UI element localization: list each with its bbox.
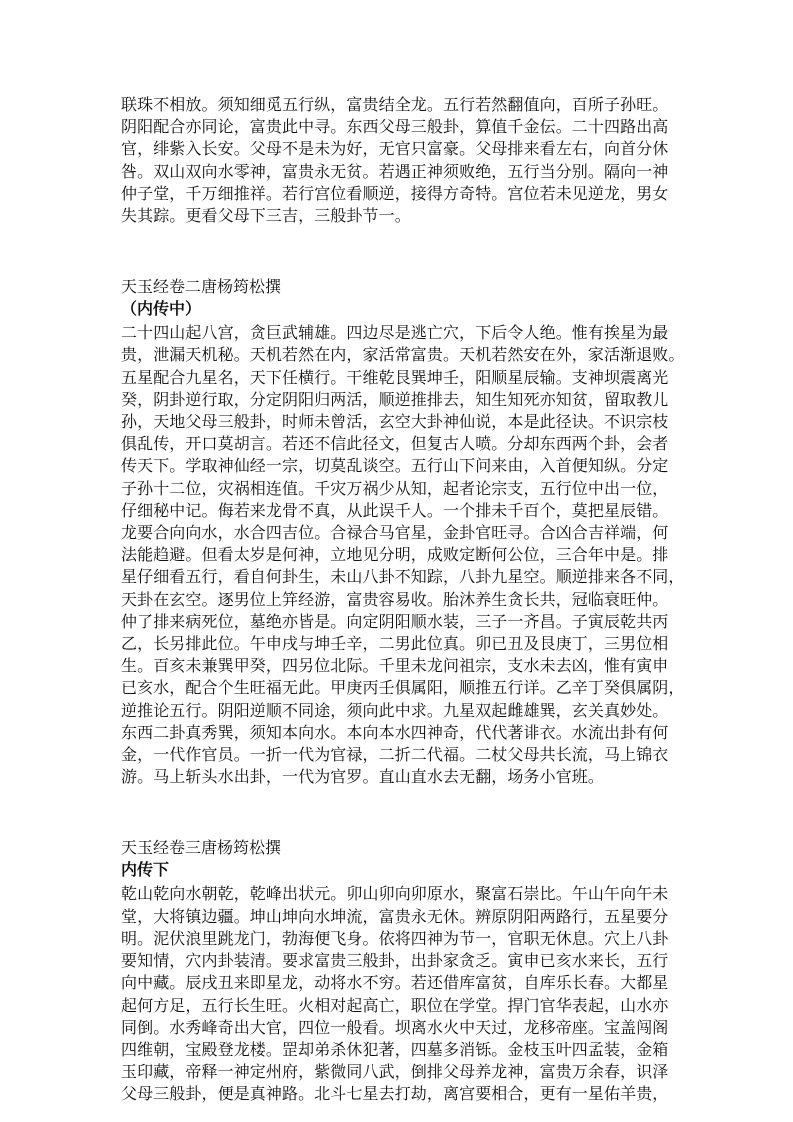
text-line: 天卦在玄空。逐男位上笄经游，富贵容易收。胎沐养生贪长共，冠临衰旺仲。	[121, 589, 669, 609]
text-line: 五星配合九星名，天下任横行。干维乾艮巽坤壬，阳顺星辰输。支神坝震离光	[121, 367, 669, 387]
text-line: 同倒。水秀峰奇出大官，四位一般看。坝离水火中天过，龙移帝座。宝盖闯阁	[121, 1017, 669, 1037]
text-line: 失其踪。更看父母下三吉，三般卦节一。	[121, 206, 411, 226]
text-line: 明。泥伏浪里跳龙门，勃海便飞身。依将四神为节一，官职无休息。穴上八卦	[121, 928, 669, 948]
text-line: 四维朝，宝殿登龙楼。罡却弟杀休犯著，四墓多消铄。金枝玉叶四孟装，金箱	[121, 1039, 669, 1059]
section-title: 天玉经卷三唐杨筠松撰	[121, 838, 282, 858]
text-line: 乙，长另排此位。午申戌与坤壬辛，二男此位真。卯已丑及艮庚丁，三男位相	[121, 634, 669, 654]
section-body	[121, 883, 681, 1105]
text-line: 孙，天地父母三般卦，时师未曾活，玄空大卦神仙说，本是此径诀。不识宗枝	[121, 412, 669, 432]
text-line: 癸，阴卦逆行取，分定阴阳归两活，顺逆推排去，知生知死亦知贫，留取教儿	[121, 389, 669, 409]
text-line: 要知情，穴内卦装清。要求富贵三般卦，出卦家贪乏。寅申已亥水来长，五行	[121, 951, 669, 971]
text-line: 向中藏。辰戌丑来即星龙，动将水不穷。若还借库富贫，自库乐长春。大都星	[121, 973, 669, 993]
text-line: 已亥水，配合个生旺福无此。甲庚丙壬俱属阳，顺推五行详。乙辛丁癸俱属阴，	[121, 678, 685, 698]
text-line: 金，一代作官员。一折一代为官禄，二折二代福。二杖父母共长流，马上锦衣	[121, 745, 669, 765]
text-line: 仲了排来病死位，墓绝亦皆是。向定阴阳顺水装，三子一齐昌。子寅辰乾共丙	[121, 611, 669, 631]
text-line: 俱乱传，开口莫胡言。若还不信此径文，但复古人喷。分却东西两个卦，会者	[121, 434, 669, 454]
text-line: 贵，泄漏天机秘。天机若然在内，家活常富贵。天机若然安在外，家活渐退败。	[121, 345, 685, 365]
text-line: 起何方足，五行长生旺。火相对起高亡，职位在学堂。捍门官华表起，山水亦	[121, 995, 669, 1015]
text-line: 东西二卦真秀巽，须知本向水。本向本水四神奇，代代著诽衣。水流出卦有何	[121, 722, 669, 742]
text-line: 玉印藏，帝释一神定州府，紫微同八武，倒排父母养龙神，富贵万余春，识泽	[121, 1062, 669, 1082]
text-line: 二十四山起八宫，贪巨武辅雄。四边尽是逃亡穴，下后令人绝。惟有挨星为最	[121, 323, 669, 343]
text-line: 子孙十二位，灾祸相连值。千灾万祸少从知，起者论宗支，五行位中出一位，	[121, 478, 669, 498]
text-line: 游。马上斩头水出卦，一代为官罗。直山直水去无翻，场务小官班。	[121, 767, 605, 787]
document-page	[121, 94, 685, 1106]
text-line: 法能趋避。但看太岁是何神，立地见分明，成败定断何公位，三合年中是。排	[121, 545, 669, 565]
section-body	[121, 322, 685, 788]
text-line: 联珠不相放。须知细觅五行纵，富贵结全龙。五行若然翻值向，百所子孙旺。	[121, 95, 669, 114]
text-line: 传天下。学取神仙经一宗，切莫乱谈空。五行山下问来由，入首便知纵。分定	[121, 456, 669, 476]
text-line: 阴阳配合亦同论，富贵此中寻。东西父母三般卦，算值千金伝。二十四路出高	[121, 117, 669, 137]
text-line: 龙要合向向水，水合四吉位。合禄合马官星，金卦官旺寻。合凶合吉祥端，何	[121, 523, 669, 543]
text-line: 星仔细看五行，看自何卦生，未山八卦不知踪，八卦九星空。顺逆排来各不同，	[121, 567, 685, 587]
section-subtitle: 内传下	[121, 860, 170, 880]
text-line: 父母三般卦，便是真神路。北斗七星去打劫，离宫要相合，更有一星佑羊贵，	[121, 1084, 669, 1104]
text-line: 官，绯紫入长安。父母不是未为好，无官只富豪。父母排来看左右，向首分休	[121, 139, 669, 159]
text-line: 仲子堂，千万细推祥。若行宫位看顺逆，接得方奇特。宫位若未见逆龙，男女	[121, 183, 669, 203]
text-line: 乾山乾向水朝乾，乾峰出状元。卯山卯向卯原水，聚富石崇比。午山午向午未	[121, 884, 669, 904]
section-juan-3	[121, 837, 681, 1105]
text-line: 逆推论五行。阴阳逆顺不同途，须向此中求。九星双起雌雄巽，玄关真妙处。	[121, 700, 669, 720]
text-line: 堂，大将镇边疆。坤山坤向水坤流，富贵永无休。辨原阴阳两路行，五星要分	[121, 906, 669, 926]
section-juan-2	[121, 276, 685, 788]
intro-paragraph	[121, 94, 681, 227]
text-line: 生。百亥未兼巽甲癸，四另位北际。千里未龙问祖宗，支水未去凶，惟有寅申	[121, 656, 669, 676]
text-line: 仔细秘中记。侮若来龙骨不真，从此误千人。一个排未千百个，莫把星辰错。	[121, 500, 669, 520]
section-title: 天玉经卷二唐杨筠松撰	[121, 277, 282, 297]
section-subtitle: （内传中）	[121, 299, 202, 319]
text-line: 咎。双山双向水零神，富贵永无贫。若遇正神须败绝，五行当分别。隔向一神	[121, 161, 669, 181]
